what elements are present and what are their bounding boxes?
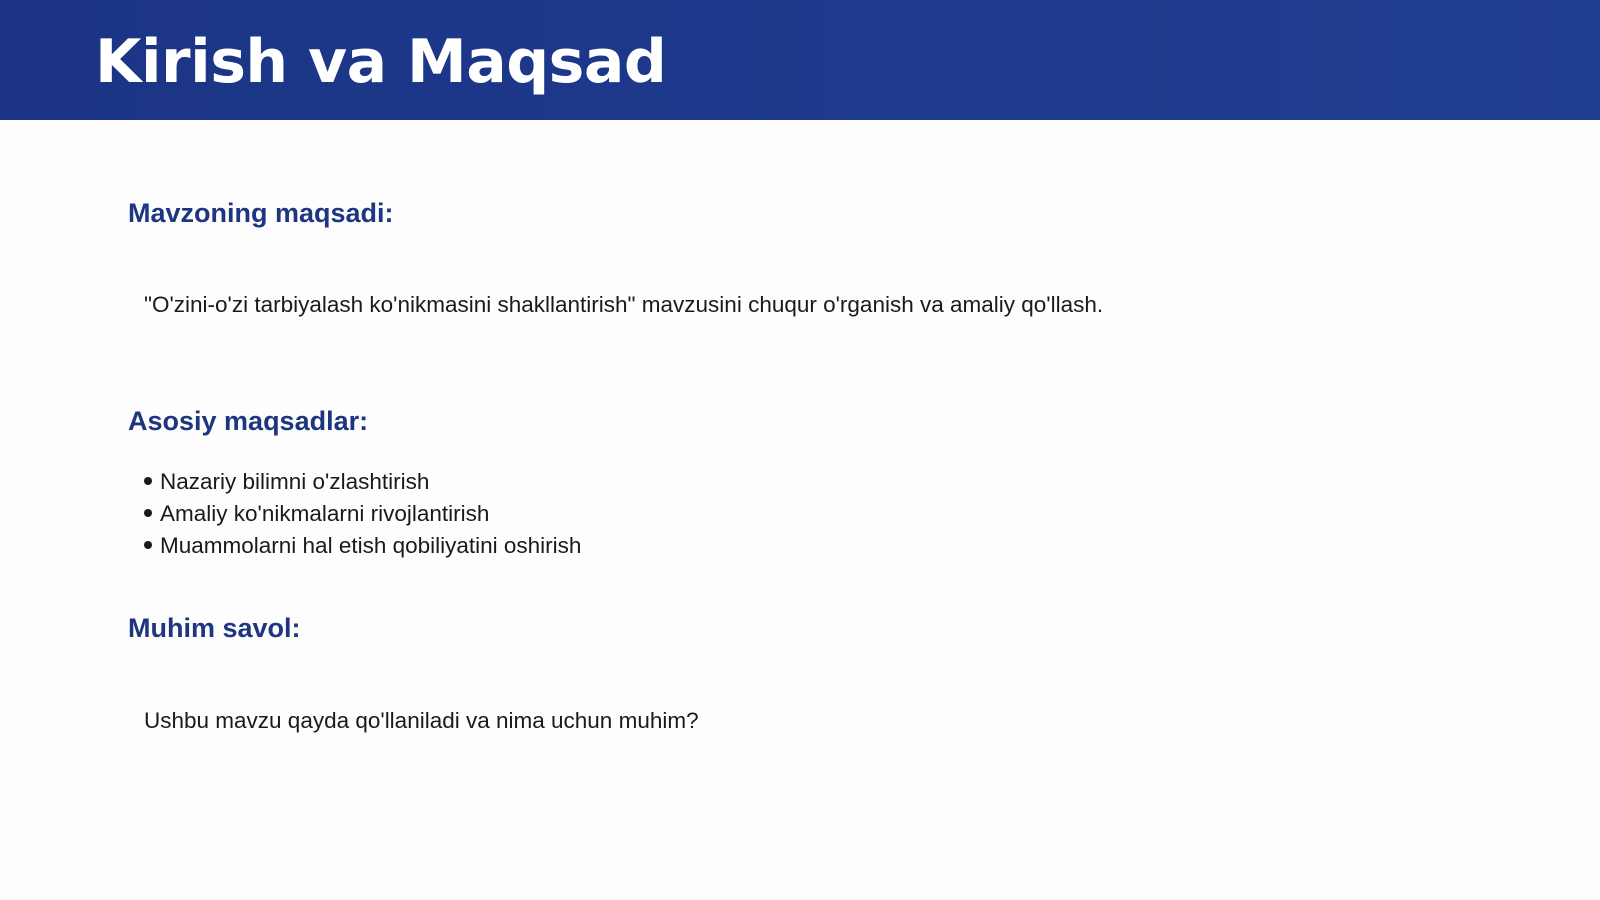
question-heading: Muhim savol: <box>128 613 301 643</box>
goals-list-item <box>144 498 581 530</box>
goals-heading: Asosiy maqsadlar: <box>128 406 369 436</box>
bullet-icon <box>144 509 152 517</box>
question-text: Ushbu mavzu qayda qo'llaniladi va nima uchun muhim? <box>144 708 699 733</box>
goals-list <box>144 466 581 562</box>
goals-list-item <box>144 530 581 562</box>
goal-label: Amaliy ko'nikmalarni rivojlantirish <box>160 501 490 526</box>
goals-list-item <box>144 466 581 498</box>
purpose-heading: Mavzoning maqsadi: <box>128 198 394 228</box>
bullet-icon <box>144 541 152 549</box>
goal-label: Muammolarni hal etish qobiliyatini oshirish <box>160 533 582 558</box>
bullet-icon <box>144 477 152 485</box>
goal-label: Nazariy bilimni o'zlashtirish <box>160 469 430 494</box>
header-bar <box>0 0 1600 120</box>
slide-title: Kirish va Maqsad <box>95 27 667 97</box>
purpose-text: "O'zini-o'zi tarbiyalash ko'nikmasini shakllantirish" mavzusini chuqur o'rganish va amaliy qo'llash. <box>144 292 1104 317</box>
